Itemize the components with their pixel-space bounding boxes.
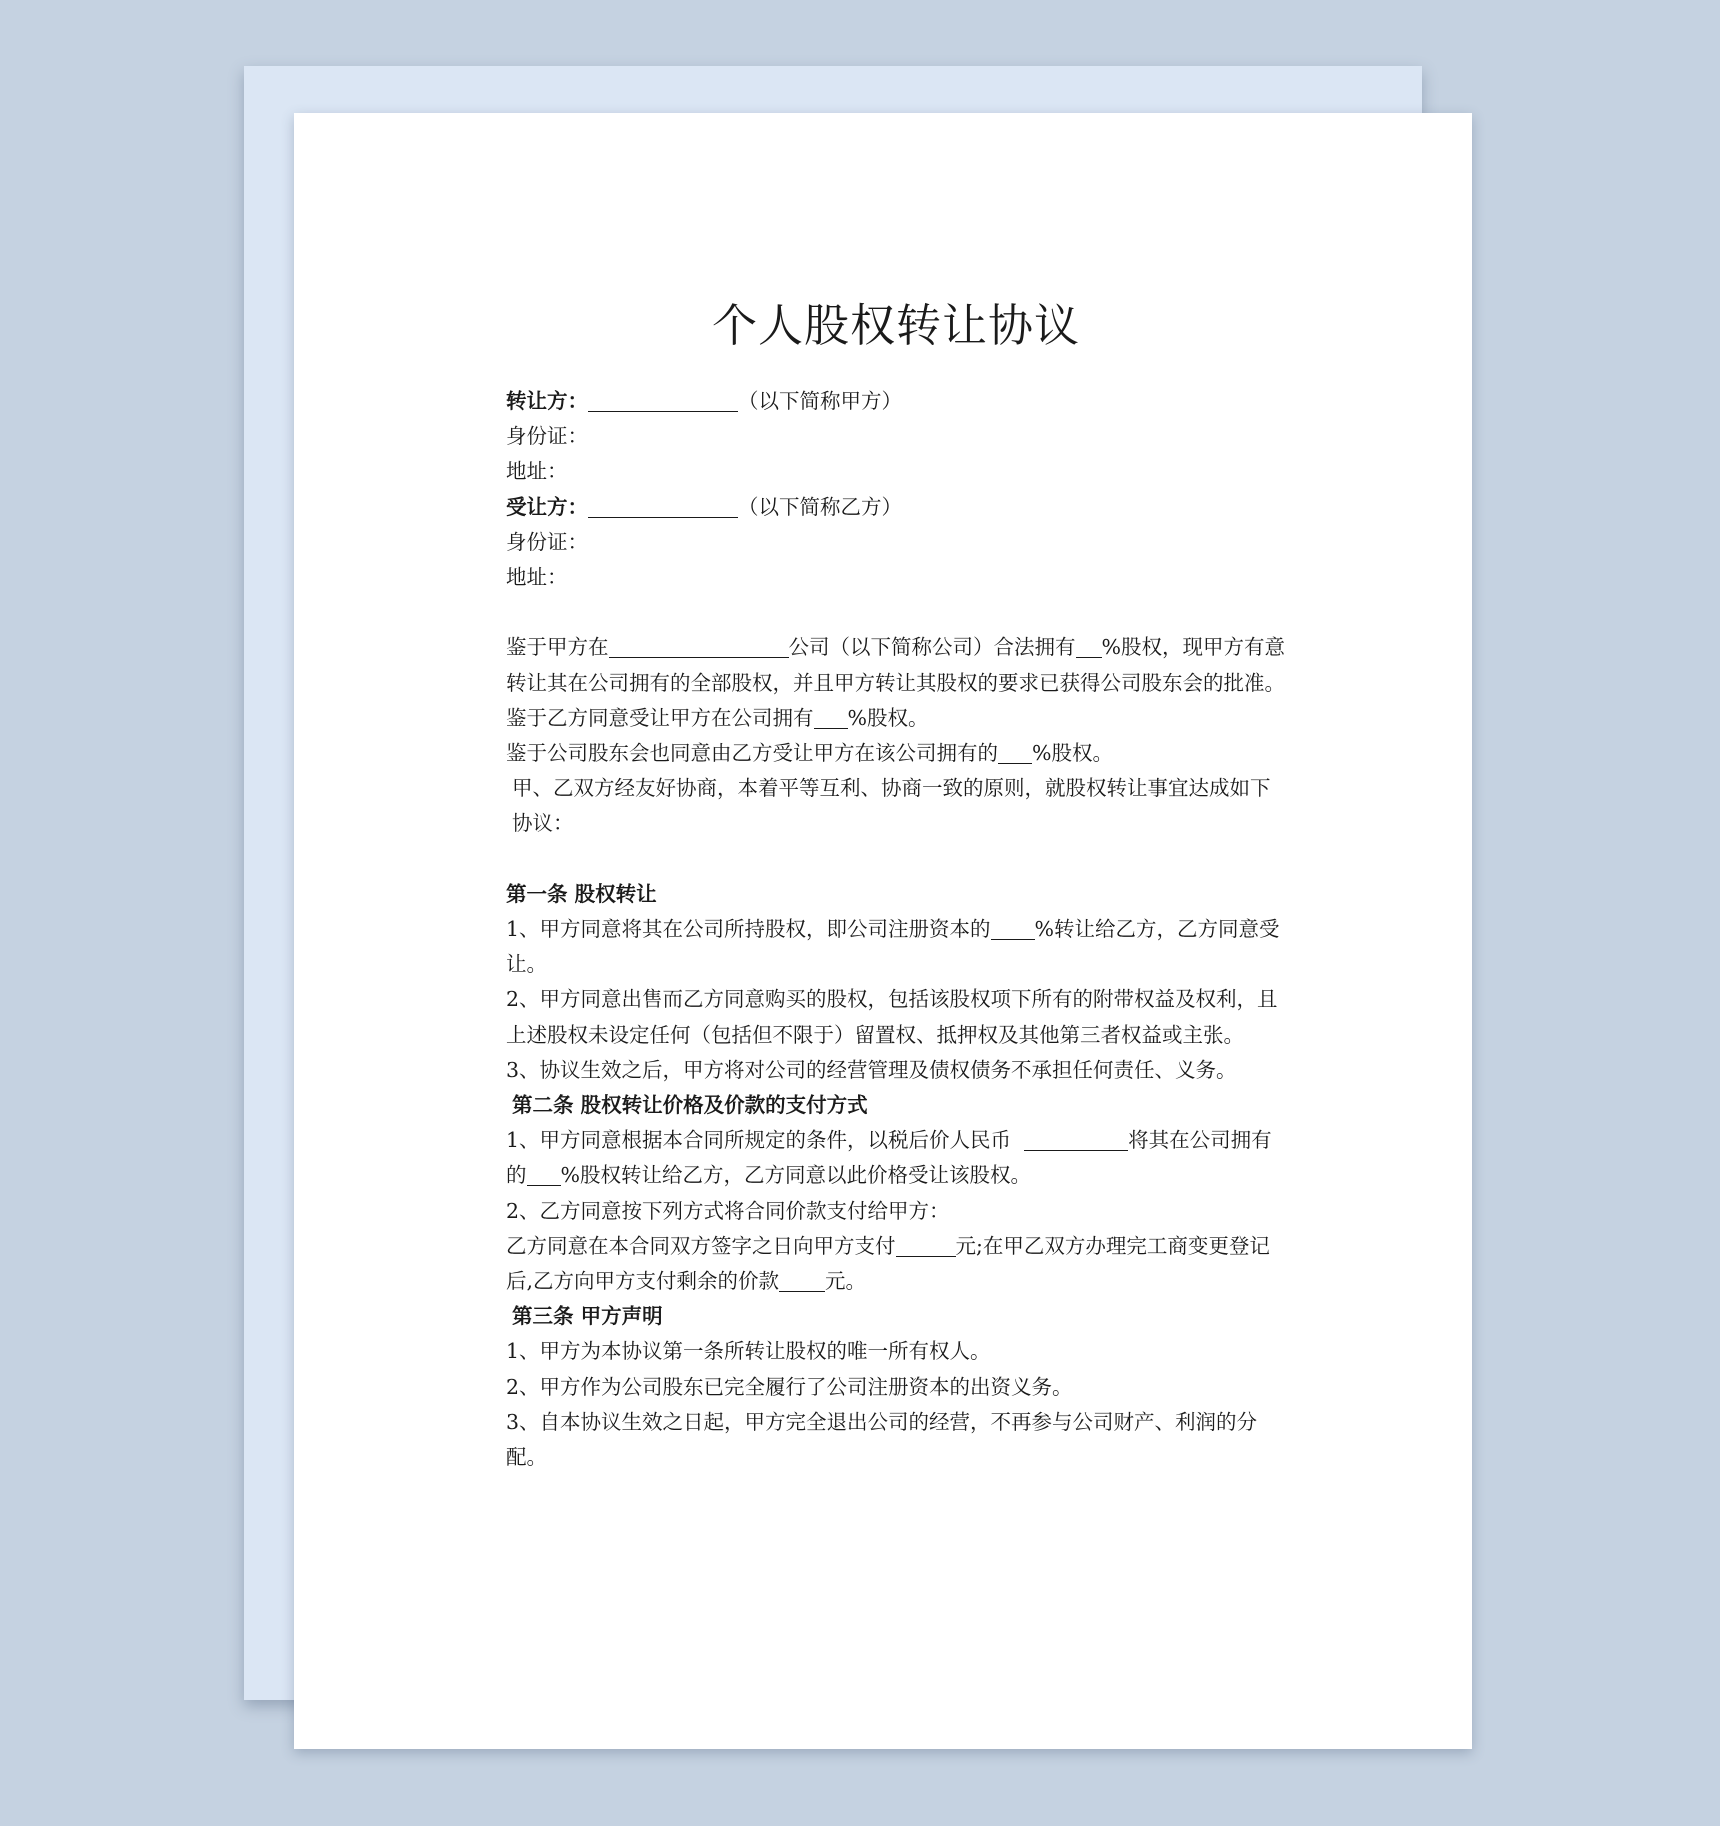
amount-blank — [779, 1269, 825, 1292]
transferor-note: （以下简称甲方） — [738, 389, 902, 413]
spacer — [506, 842, 1286, 877]
percent-blank — [527, 1163, 561, 1186]
article-3-item-3: 3、自本协议生效之日起，甲方完全退出公司的经营，不再参与公司财产、利润的分配。 — [506, 1409, 1258, 1470]
article-1-item-1-text-b: %转让给乙方，乙方同意受让。 — [506, 917, 1280, 977]
article-1-item-1 — [506, 912, 1286, 982]
transferee-note: （以下简称乙方） — [738, 494, 902, 519]
article-2-item-2: 2、乙方同意按下列方式将合同价款支付给甲方： — [506, 1198, 950, 1223]
article-2-heading: 第二条 股权转让价格及价款的支付方式 — [512, 1093, 868, 1118]
preamble-section — [506, 630, 1286, 841]
transferor-label: 转让方： — [506, 389, 588, 413]
transferor-address-line: 地址： — [506, 459, 568, 484]
article-1-section — [506, 877, 1286, 1088]
article-2-item-3-text-c: 元。 — [825, 1269, 867, 1294]
transferor-id-line: 身份证： — [506, 424, 588, 449]
preamble-paragraph-1 — [506, 630, 1286, 700]
article-2-item-1 — [506, 1123, 1286, 1193]
article-3-heading: 第三条 甲方声明 — [512, 1304, 663, 1329]
preamble-paragraph-3 — [506, 736, 1286, 771]
preamble-3-text-a: 鉴于公司股东会也同意由乙方受让甲方在该公司拥有的 — [506, 741, 998, 766]
percent-blank — [998, 741, 1032, 764]
article-3-item-1: 1、甲方为本协议第一条所转让股权的唯一所有权人。 — [506, 1339, 991, 1364]
spacer — [506, 595, 1286, 630]
article-2-section — [506, 1088, 1286, 1299]
article-2-item-1-text-a: 1、甲方同意根据本合同所规定的条件，以税后价人民币 — [506, 1128, 1012, 1153]
preamble-1-text-a: 鉴于甲方在 — [506, 635, 609, 660]
percent-blank — [991, 917, 1035, 940]
preamble-2-text-a: 鉴于乙方同意受让甲方在公司拥有 — [506, 705, 814, 730]
transferor-line — [506, 384, 1286, 419]
preamble-1-text-b: 公司（以下简称公司）合法拥有 — [788, 635, 1076, 660]
transferor-blank — [588, 389, 738, 412]
document-title: 个人股权转让协议 — [711, 299, 1080, 352]
transferee-blank — [588, 495, 738, 518]
article-1-item-1-text-a: 1、甲方同意将其在公司所持股权，即公司注册资本的 — [506, 917, 991, 942]
article-1-heading: 第一条 股权转让 — [506, 881, 657, 906]
preamble-paragraph-2 — [506, 701, 1286, 736]
article-2-item-1-text-b: 将其在公司拥有的 — [506, 1128, 1272, 1188]
percent-blank — [1076, 635, 1102, 658]
article-2-item-3-text-b: 元;在甲乙双方办理完工商变更登记后,乙方向甲方支付剩余的价款 — [506, 1233, 1270, 1294]
document-body — [506, 290, 1286, 1475]
preamble-3-text-b: %股权。 — [1032, 741, 1113, 766]
preamble-2-text-b: %股权。 — [847, 705, 929, 730]
preamble-1-text-c: %股权，现甲方有意转让其在公司拥有的全部股权，并且甲方转让其股权的要求已获得公司股东会的批准。 — [506, 635, 1285, 695]
transferee-address-line: 地址： — [506, 565, 568, 590]
article-3-section — [506, 1299, 1286, 1475]
price-blank — [1024, 1128, 1128, 1151]
article-2-item-1-text-c: %股权转让给乙方，乙方同意以此价格受让该股权。 — [560, 1163, 1031, 1188]
article-2-item-3-text-a: 乙方同意在本合同双方签字之日向甲方支付 — [506, 1233, 896, 1258]
transferee-label: 受让方： — [506, 494, 588, 519]
percent-blank — [814, 706, 848, 729]
preamble-paragraph-4: 甲、乙双方经友好协商，本着平等互利、协商一致的原则，就股权转让事宜达成如下协议： — [512, 776, 1271, 836]
article-2-item-3 — [506, 1229, 1286, 1299]
article-3-item-2: 2、甲方作为公司股东已完全履行了公司注册资本的出资义务。 — [506, 1374, 1073, 1399]
amount-blank — [896, 1234, 956, 1257]
article-1-item-3: 3、协议生效之后，甲方将对公司的经营管理及债权债务不承担任何责任、义务。 — [506, 1057, 1237, 1082]
company-name-blank — [609, 635, 789, 658]
transferee-id-line: 身份证： — [506, 529, 588, 554]
transferee-line — [506, 490, 1286, 525]
parties-section — [506, 384, 1286, 595]
article-1-item-2: 2、甲方同意出售而乙方同意购买的股权，包括该股权项下所有的附带权益及权利，且上述股权未设定任何（包括但不限于）留置权、抵押权及其他第三者权益或主张。 — [506, 987, 1278, 1047]
